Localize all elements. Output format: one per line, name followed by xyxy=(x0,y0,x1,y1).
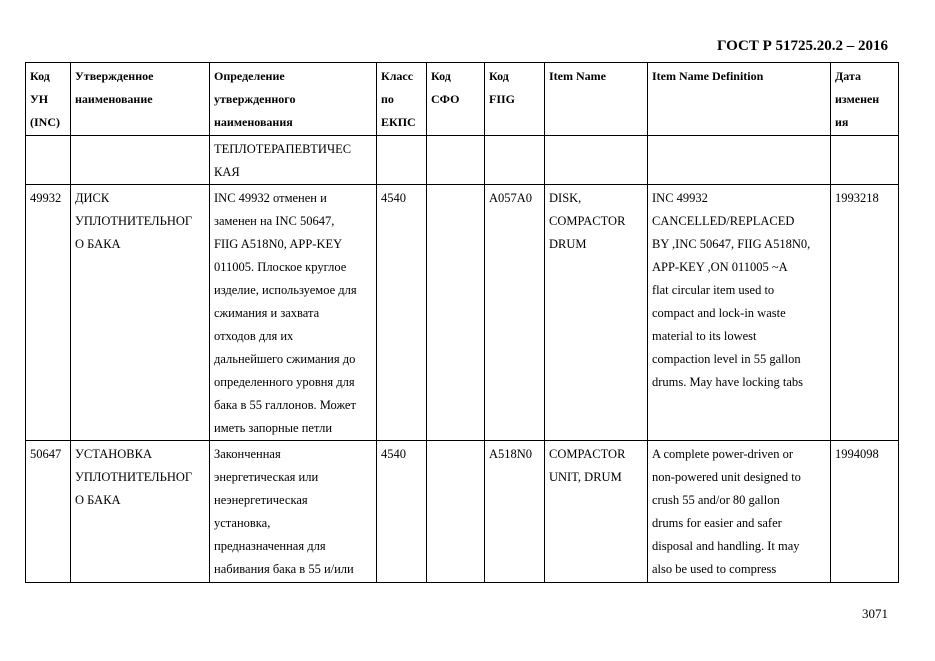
definition-cell: INC 49932 отменен и заменен на INC 50647, FIIG A518N0, APP-KEY 011005. Плоское круглое изделие, используемое для сжимания и захвата отходов для их дальнейшего сжимания до определенного уровня для бака в 55 галлонов. Может иметь запорные петли xyxy=(210,185,377,441)
fiig-code-cell: A057A0 xyxy=(485,185,545,441)
table-cell xyxy=(427,136,485,185)
inc-cell: 50647 xyxy=(26,441,71,583)
item-name-cell: DISK, COMPACTOR DRUM xyxy=(545,185,648,441)
approved-name-cell: ДИСК УПЛОТНИТЕЛЬНОГ О БАКА xyxy=(71,185,210,441)
table-cell xyxy=(485,136,545,185)
approved-name-cell: УСТАНОВКА УПЛОТНИТЕЛЬНОГ О БАКА xyxy=(71,441,210,583)
change-date-cell: 1994098 xyxy=(831,441,899,583)
standard-title: ГОСТ Р 51725.20.2 – 2016 xyxy=(716,38,888,54)
table-cell xyxy=(26,136,71,185)
table-cell: ТЕПЛОТЕРАПЕВТИЧЕС КАЯ xyxy=(210,136,377,185)
col-header-fiig-code: Код FIIG xyxy=(485,63,545,136)
table-row-continuation xyxy=(26,136,899,185)
col-header-change-date: Дата изменен ия xyxy=(831,63,899,136)
table-cell xyxy=(545,136,648,185)
page-number: 3071 xyxy=(862,606,888,621)
col-header-ekps-class: Класс по ЕКПС xyxy=(377,63,427,136)
table-cell xyxy=(377,136,427,185)
definition-cell: Законченная энергетическая или неэнергетическая установка, предназначенная для набивания бака в 55 и/или xyxy=(210,441,377,583)
table-cell xyxy=(648,136,831,185)
col-header-sfo-code: Код СФО xyxy=(427,63,485,136)
item-name-cell: COMPACTOR UNIT, DRUM xyxy=(545,441,648,583)
table-cell xyxy=(831,136,899,185)
sfo-code-cell xyxy=(427,185,485,441)
ekps-class-cell: 4540 xyxy=(377,441,427,583)
inc-cell: 49932 xyxy=(26,185,71,441)
col-header-definition: Определение утвержденного наименования xyxy=(210,63,377,136)
change-date-cell: 1993218 xyxy=(831,185,899,441)
fiig-code-cell: A518N0 xyxy=(485,441,545,583)
table-header-row xyxy=(26,63,899,136)
table-row xyxy=(26,441,899,583)
item-name-definition-cell: INC 49932 CANCELLED/REPLACED BY ,INC 50647, FIIG A518N0, APP-KEY ,ON 011005 ~A flat circular item used to compact and lock-in waste material to its lowest compaction level in 55 gallon drums. May have locking tabs xyxy=(648,185,831,441)
table-cell xyxy=(71,136,210,185)
table-row xyxy=(26,185,899,441)
col-header-item-name: Item Name xyxy=(545,63,648,136)
col-header-approved-name: Утвержденное наименование xyxy=(71,63,210,136)
sfo-code-cell xyxy=(427,441,485,583)
col-header-item-name-definition: Item Name Definition xyxy=(648,63,831,136)
inc-table xyxy=(25,62,899,583)
col-header-inc: Код УН (INC) xyxy=(26,63,71,136)
ekps-class-cell: 4540 xyxy=(377,185,427,441)
item-name-definition-cell: A complete power-driven or non-powered unit designed to crush 55 and/or 80 gallon drums for easier and safer disposal and handling. It may also be used to compress xyxy=(648,441,831,583)
